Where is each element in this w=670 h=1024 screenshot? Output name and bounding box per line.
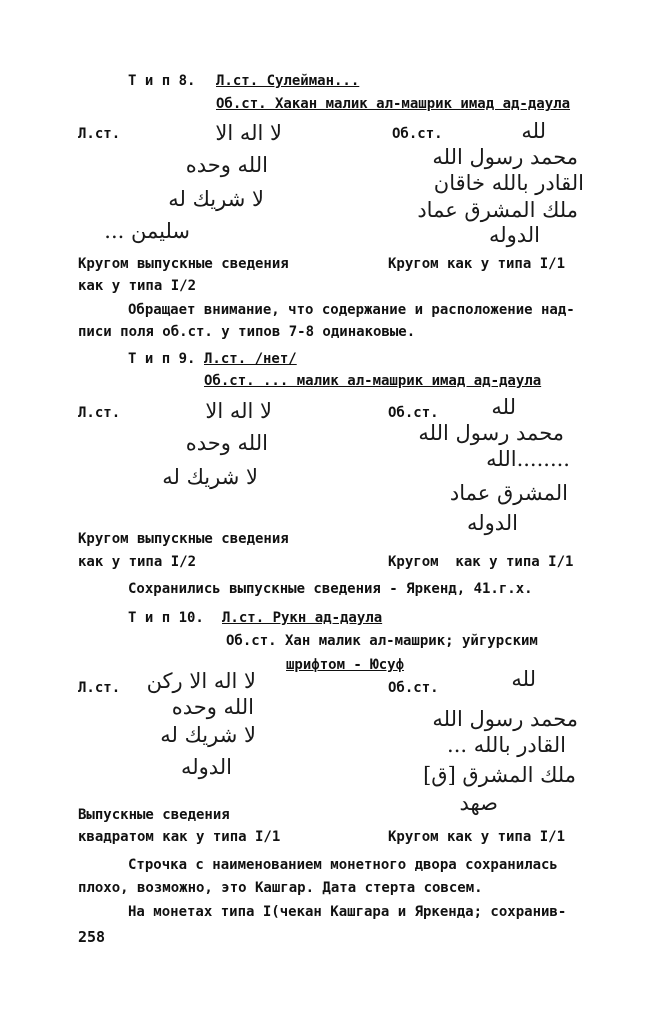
type8-reverse-arabic-5: الدوله — [488, 223, 540, 247]
type8-margin-obverse-2: как у типа I/2 — [78, 278, 197, 294]
type10-reverse-arabic-3: القادر بالله ... — [447, 733, 566, 757]
type8-obverse-arabic-2: الله وحده — [185, 153, 268, 177]
type10-margin-obverse-2: квадратом как у типа I/1 — [78, 829, 281, 845]
type10-obverse-arabic-2: الله وحده — [171, 695, 254, 719]
type8-reverse-label: Об.ст. — [392, 126, 443, 142]
type9-note-line-1: Сохранились выпускные сведения - Яркенд, 41.г.х. — [128, 581, 533, 597]
type9-obverse-label: Л.ст. — [78, 405, 121, 421]
type10-note-line-1: Строчка с наименованием монетного двора сохранилась — [128, 857, 558, 873]
type8-obverse-legend: Л.ст. Сулейман... — [216, 73, 360, 89]
type9-obverse-arabic-3: لا شريك له — [162, 465, 258, 489]
type9-obverse-arabic-2: الله وحده — [185, 431, 268, 455]
type10-obverse-label: Л.ст. — [78, 680, 121, 696]
type8-title: Т и п 8. — [128, 73, 196, 89]
type8-obverse-arabic-4: سليمن ... — [104, 219, 190, 243]
type8-reverse-arabic-3: القادر بالله خاقان — [433, 171, 584, 195]
type10-reverse-arabic-4: ملك المشرق [ق] — [423, 763, 576, 787]
type10-obverse-arabic-4: الدوله — [180, 755, 232, 779]
type10-obverse-legend: Л.ст. Рукн ад-даула — [222, 610, 383, 626]
type8-reverse-legend: Об.ст. Хакан малик ал-машрик имад ад-даула — [216, 96, 571, 112]
type8-reverse-arabic-4: ملك المشرق عماد — [417, 198, 578, 222]
type8-obverse-label: Л.ст. — [78, 126, 121, 142]
type9-reverse-label: Об.ст. — [388, 405, 439, 421]
type9-title: Т и п 9. — [128, 351, 196, 367]
type9-reverse-legend: Об.ст. ... малик ал-машрик имад ад-даула — [204, 373, 542, 389]
type9-reverse-arabic-2: محمد رسول الله — [418, 421, 564, 445]
type8-obverse-arabic-1: لا اله الا — [215, 121, 282, 145]
type10-margin-reverse: Кругом как у типа I/1 — [388, 829, 566, 845]
type10-reverse-label: Об.ст. — [388, 680, 439, 696]
type9-reverse-arabic-1: لله — [491, 395, 516, 419]
type8-margin-obverse: Кругом выпускные сведения — [78, 256, 289, 272]
type10-reverse-legend-2: шрифтом - Юсуф — [286, 657, 405, 673]
type10-note-line-2: плохо, возможно, это Кашгар. Дата стерта совсем. — [78, 880, 483, 896]
type9-obverse-arabic-1: لا اله الا — [205, 399, 272, 423]
type10-obverse-arabic-3: لا شريك له — [160, 723, 256, 747]
type8-reverse-arabic-2: محمد رسول الله — [432, 145, 578, 169]
type10-reverse-legend-1: Об.ст. Хан малик ал-машрик; уйгурским — [226, 633, 538, 649]
type9-margin-obverse-2: как у типа I/2 — [78, 554, 197, 570]
type9-margin-reverse: Кругом как у типа I/1 — [388, 554, 574, 570]
type8-margin-reverse: Кругом как у типа I/1 — [388, 256, 566, 272]
page-number: 258 — [78, 928, 106, 946]
type8-note-line-2: писи поля об.ст. у типов 7-8 одинаковые. — [78, 324, 416, 340]
type10-title: Т и п 10. — [128, 610, 204, 626]
type10-note-line-3: На монетах типа I(чекан Кашгара и Яркенда; сохранив- — [128, 904, 567, 920]
type8-obverse-arabic-3: لا شريك له — [168, 187, 264, 211]
type10-obverse-arabic-1: لا اله الا ركن — [146, 669, 256, 693]
type10-margin-obverse: Выпускные сведения — [78, 807, 230, 823]
type9-margin-obverse: Кругом выпускные сведения — [78, 531, 289, 547]
type10-reverse-arabic-1: لله — [511, 667, 536, 691]
type10-reverse-arabic-5: صهد — [459, 791, 498, 815]
type8-reverse-arabic-1: لله — [521, 119, 546, 143]
type9-reverse-arabic-5: الدوله — [466, 511, 518, 535]
type9-reverse-arabic-3: ........الله — [486, 447, 570, 471]
type9-obverse-legend: Л.ст. /нет/ — [204, 351, 297, 367]
type8-note-line-1: Обращает внимание, что содержание и расположение над- — [128, 302, 575, 318]
type9-reverse-arabic-4: المشرق عماد — [449, 481, 568, 505]
type10-reverse-arabic-2: محمد رسول الله — [432, 707, 578, 731]
